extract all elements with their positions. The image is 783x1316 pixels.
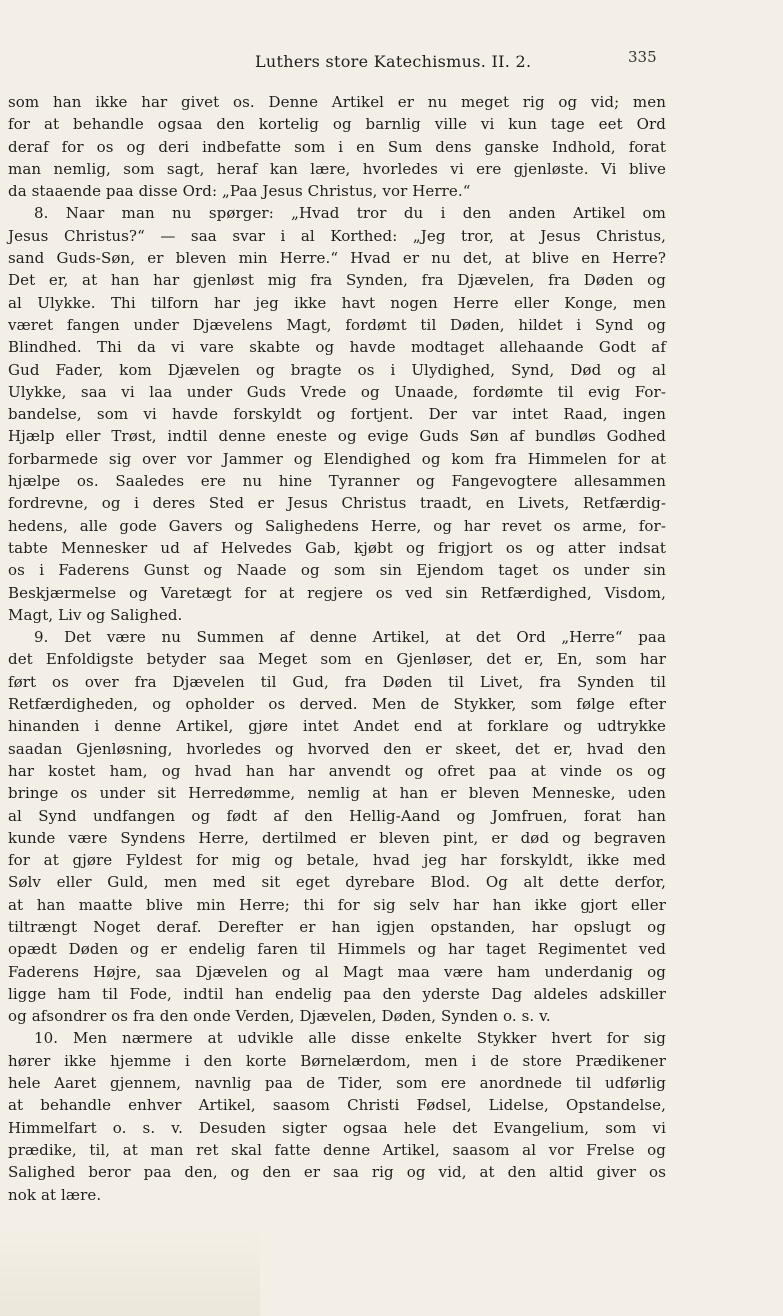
text-line: deraf for os og deri indbefatte som i en Sum dens ganske Indhold, forat	[8, 137, 666, 156]
text-line: ført os over fra Djævelen til Gud, fra Døden til Livet, fra Synden til	[8, 672, 666, 691]
text-line: Retfærdigheden, og opholder os derved. Men de Stykker, som følge efter	[8, 695, 666, 714]
text-line: 9. Det være nu Summen af denne Artikel, at det Ord „Herre“ paa	[34, 628, 666, 647]
text-line: Det er, at han har gjenløst mig fra Synden, fra Djævelen, fra Døden og	[8, 271, 666, 290]
text-line: for at gjøre Fyldest for mig og betale, hvad jeg har forskyldt, ikke med	[8, 851, 666, 870]
text-line: som han ikke har givet os. Denne Artikel er nu meget rig og vid; men	[8, 93, 666, 111]
text-line: Magt, Liv og Salighed.	[8, 605, 183, 624]
text-line: tabte Mennesker ud af Helvedes Gab, kjøbt og frigjort os og atter indsat	[8, 538, 666, 557]
text-line: ligge ham til Fode, indtil han endelig paa den yderste Dag aldeles adskiller	[8, 984, 666, 1003]
text-line: bandelse, som vi havde forskyldt og fortjent. Der var intet Raad, ingen	[8, 405, 666, 424]
text-line: al Synd undfangen og født af den Hellig-Aand og Jomfruen, forat han	[8, 806, 666, 825]
text-line: for at behandle ogsaa den kortelig og barnlig ville vi kun tage eet Ord	[8, 115, 666, 134]
text-line: det Enfoldigste betyder saa Meget som en Gjenløser, det er, En, som har	[8, 650, 666, 669]
text-line: været fangen under Djævelens Magt, fordømt til Døden, hildet i Synd og	[8, 315, 666, 334]
running-head: Luthers store Katechismus. II. 2.	[255, 52, 532, 71]
text-line: og afsondrer os fra den onde Verden, Djævelen, Døden, Synden o. s. v.	[8, 1007, 551, 1026]
body-text	[8, 91, 666, 1206]
text-line: hører ikke hjemme i den korte Børnelærdom, men i de store Prædikener	[8, 1051, 666, 1070]
text-line: forbarmede sig over vor Jammer og Elendighed og kom fra Himmelen for at	[8, 449, 666, 468]
text-line: Faderens Højre, saa Djævelen og al Magt maa være ham underdanig og	[8, 962, 666, 981]
text-line: Gud Fader, kom Djævelen og bragte os i Ulydighed, Synd, Død og al	[8, 360, 666, 379]
page-corner-shadow	[0, 1226, 260, 1316]
text-line: Hjælp eller Trøst, indtil denne eneste og evige Guds Søn af bundløs Godhed	[8, 427, 666, 446]
text-line: opædt Døden og er endelig faren til Himmels og har taget Regimentet ved	[8, 940, 666, 959]
text-line: fordrevne, og i deres Sted er Jesus Christus traadt, en Livets, Retfærdig-	[8, 494, 666, 513]
text-line: tiltrængt Noget deraf. Derefter er han igjen opstanden, har opslugt og	[8, 917, 666, 936]
text-line: nok at lære.	[8, 1185, 102, 1204]
text-line: Blindhed. Thi da vi vare skabte og havde modtaget allehaande Godt af	[8, 338, 666, 357]
text-line: hele Aaret gjennem, navnlig paa de Tider, som ere anordnede til udførlig	[8, 1074, 666, 1093]
text-line: saadan Gjenløsning, hvorledes og hvorved den er skeet, det er, hvad den	[8, 739, 666, 758]
text-line: hedens, alle gode Gavers og Salighedens Herre, og har revet os arme, for-	[8, 516, 666, 535]
text-line: os i Faderens Gunst og Naade og som sin Ejendom taget os under sin	[8, 561, 666, 580]
text-line: Salighed beror paa den, og den er saa rig og vid, at den altid giver os	[8, 1163, 666, 1182]
text-line: bringe os under sit Herredømme, nemlig at han er bleven Menneske, uden	[8, 784, 666, 803]
text-line: Ulykke, saa vi laa under Guds Vrede og Unaade, fordømte til evig For-	[8, 382, 666, 401]
text-line: at behandle enhver Artikel, saasom Christi Fødsel, Lidelse, Opstandelse,	[8, 1096, 666, 1115]
text-line: at han maatte blive min Herre; thi for sig selv har han ikke gjort eller	[8, 895, 666, 914]
page-header	[0, 48, 783, 78]
text-line: 10. Men nærmere at udvikle alle disse enkelte Stykker hvert for sig	[34, 1029, 666, 1048]
text-line: da staaende paa disse Ord: „Paa Jesus Christus, vor Herre.“	[8, 182, 471, 201]
text-line: Beskjærmelse og Varetægt for at regjere os ved sin Retfærdighed, Visdom,	[8, 583, 666, 602]
text-line: Sølv eller Guld, men med sit eget dyrebare Blod. Og alt dette derfor,	[8, 873, 666, 892]
text-line: kunde være Syndens Herre, dertilmed er bleven pint, er død og begraven	[8, 828, 666, 847]
text-line: al Ulykke. Thi tilforn har jeg ikke havt nogen Herre eller Konge, men	[8, 293, 666, 312]
text-line: sand Guds-Søn, er bleven min Herre.“ Hvad er nu det, at blive en Herre?	[8, 249, 666, 268]
text-line: 8. Naar man nu spørger: „Hvad tror du i den anden Artikel om	[34, 204, 666, 223]
text-line: har kostet ham, og hvad han har anvendt og ofret paa at vinde os og	[8, 761, 666, 780]
text-line: hjælpe os. Saaledes ere nu hine Tyranner og Fangevogtere allesammen	[8, 472, 666, 491]
text-line: Himmelfart o. s. v. Desuden sigter ogsaa hele det Evangelium, som vi	[8, 1118, 666, 1137]
page-number: 335	[628, 48, 657, 66]
text-line: prædike, til, at man ret skal fatte denne Artikel, saasom al vor Frelse og	[8, 1140, 666, 1159]
text-line: man nemlig, som sagt, heraf kan lære, hvorledes vi ere gjenløste. Vi blive	[8, 159, 666, 178]
text-line: hinanden i denne Artikel, gjøre intet Andet end at forklare og udtrykke	[8, 717, 666, 736]
text-line: Jesus Christus?“ — saa svar i al Korthed: „Jeg tror, at Jesus Christus,	[8, 226, 666, 245]
